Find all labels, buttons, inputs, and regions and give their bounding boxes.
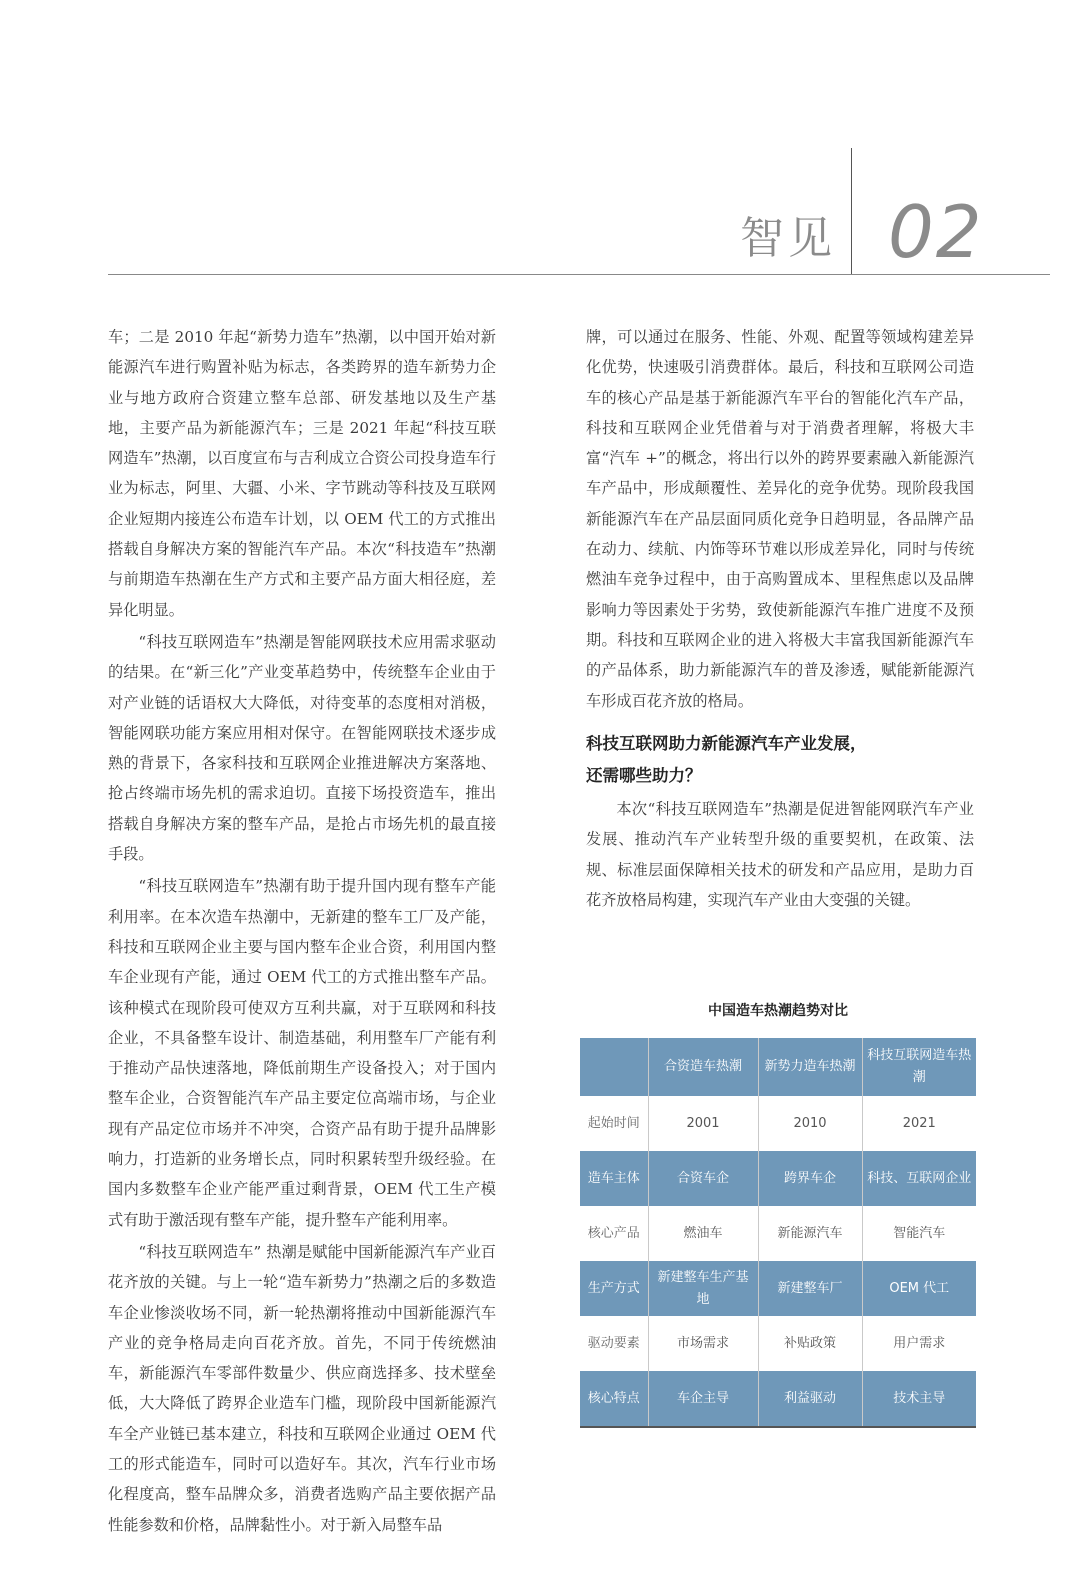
paragraph: “科技互联网造车”热潮有助于提升国内现有整车产能利用率。在本次造车热潮中，无新建的整车工厂及产能，科技和互联网企业主要与国内整车企业合资，利用国内整车企业现有产能，通过 OEM 代工的方式推出整车产品。该种模式在现阶段可使双方互利共赢，对于互联网和科技企业，不具备整车设计、制造基础，利用整车厂产能有利于推动产品快速落地，降低前期生产设备投入；对于国内整车企业，合资智能汽车产品主要定位高端市场，与企业现有产品定位市场并不冲突，合资产品有助于提升品牌影响力，打造新的业务增长点，同时积累转型升级经验。在国内多数整车企业产能严重过剩背景，OEM 代工生产模式有助于激活现有整车产能，提升整车产能利用率。 <box>108 877 496 1229</box>
paragraph: “科技互联网造车” 热潮是赋能中国新能源汽车产业百花齐放的关键。与上一轮“造车新势力”热潮之后的多数造车企业惨淡收场不同，新一轮热潮将推动中国新能源汽车产业的竞争格局走向百花齐放。首先，不同于传统燃油车，新能源汽车零部件数量少、供应商选择多、技术壁垒低，大大降低了跨界企业造车门槛，现阶段中国新能源汽车全产业链已基本建立，科技和互联网企业通过 OEM 代工的形式能造车，同时可以造好车。其次，汽车行业市场化程度高，整车品牌众多，消费者选购产品主要依据产品性能参数和价格，品牌黏性小。对于新入局整车品 <box>108 1242 496 1534</box>
section-heading <box>586 728 976 792</box>
right-column <box>586 322 974 716</box>
header-divider-vertical <box>851 148 852 274</box>
section-title: 智见 <box>740 213 836 264</box>
table-row <box>580 1371 976 1427</box>
paragraph: 牌，可以通过在服务、性能、外观、配置等领域构建差异化优势，快速吸引消费群体。最后，科技和互联网公司造车的核心产品是基于新能源汽车平台的智能化汽车产品，科技和互联网企业凭借着与对于消费者理解，将极大丰富“汽车 +”的概念，将出行以外的跨界要素融入新能源汽车产品中，形成颠覆性、差异化的竞争优势。现阶段我国新能源汽车在产品层面同质化竞争日趋明显，各品牌产品在动力、续航、内饰等环节难以形成差异化，同时与传统燃油车竞争过程中，由于高购置成本、里程焦虑以及品牌影响力等因素处于劣势，致使新能源汽车推广进度不及预期。科技和互联网企业的进入将极大丰富我国新能源汽车的产品体系，助力新能源汽车的普及渗透，赋能新能源汽车形成百花齐放的格局。 <box>586 328 974 710</box>
paragraph: 本次“科技互联网造车”热潮是促进智能网联汽车产业发展、推动汽车产业转型升级的重要契机，在政策、法规、标准层面保障相关技术的研发和产品应用，是助力百花齐放格局构建，实现汽车产业由大变强的关键。 <box>586 800 974 909</box>
row-label: 驱动要素 <box>580 1316 648 1371</box>
table-cell: 新建整车生产基地 <box>648 1261 758 1316</box>
table-header-cell: 科技互联网造车热潮 <box>862 1038 976 1096</box>
heading-line: 还需哪些助力？ <box>586 766 702 785</box>
row-label: 核心产品 <box>580 1206 648 1261</box>
row-label: 核心特点 <box>580 1371 648 1427</box>
table-cell: 补贴政策 <box>758 1316 862 1371</box>
table-row <box>580 1316 976 1371</box>
table-cell: 跨界车企 <box>758 1151 862 1206</box>
table-cell: 科技、互联网企业 <box>862 1151 976 1206</box>
table-cell: 智能汽车 <box>862 1206 976 1261</box>
table-title: 中国造车热潮趋势对比 <box>708 1003 848 1019</box>
table-header-cell: 合资造车热潮 <box>648 1038 758 1096</box>
heading-line: 科技互联网助力新能源汽车产业发展， <box>586 734 867 753</box>
table-header-row <box>580 1038 976 1096</box>
row-label: 造车主体 <box>580 1151 648 1206</box>
trend-comparison-table <box>580 1038 976 1428</box>
row-label: 起始时间 <box>580 1096 648 1151</box>
table-row <box>580 1261 976 1316</box>
table-cell: 利益驱动 <box>758 1371 862 1427</box>
table-cell: 合资车企 <box>648 1151 758 1206</box>
paragraph: “科技互联网造车”热潮是智能网联技术应用需求驱动的结果。在“新三化”产业变革趋势中，传统整车企业由于对产业链的话语权大大降低，对待变革的态度相对消极，智能网联功能方案应用相对保守。在智能网联技术逐步成熟的背景下，各家科技和互联网企业推进解决方案落地、抢占终端市场先机的需求迫切。直接下场投资造车，推出搭载自身解决方案的整车产品，是抢占市场先机的最直接手段。 <box>108 632 496 864</box>
row-label: 生产方式 <box>580 1261 648 1316</box>
table-cell: 车企主导 <box>648 1371 758 1427</box>
table-cell: 用户需求 <box>862 1316 976 1371</box>
table-cell: 2021 <box>862 1096 976 1151</box>
table-row <box>580 1096 976 1151</box>
table-row <box>580 1151 976 1206</box>
paragraph: 车；二是 2010 年起“新势力造车”热潮，以中国开始对新能源汽车进行购置补贴为标志，各类跨界的造车新势力企业与地方政府合资建立整车总部、研发基地以及生产基地，主要产品为新能源汽车；三是 2021 年起“科技互联网造车”热潮，以百度宣布与吉利成立合资公司投身造车行业为标志，阿里、大疆、小米、字节跳动等科技及互联网企业短期内接连公布造车计划，以 OEM 代工的方式推出搭载自身解决方案的智能汽车产品。本次“科技造车”热潮与前期造车热潮在生产方式和主要产品方面大相径庭，差异化明显。 <box>108 328 496 619</box>
table-cell: 市场需求 <box>648 1316 758 1371</box>
left-column <box>108 322 496 1540</box>
table-cell: 新能源汽车 <box>758 1206 862 1261</box>
header-divider-horizontal <box>108 274 1050 275</box>
table-header-cell <box>580 1038 648 1096</box>
section-number: 02 <box>888 190 984 274</box>
table-cell: 燃油车 <box>648 1206 758 1261</box>
table-cell: OEM 代工 <box>862 1261 976 1316</box>
table-cell: 技术主导 <box>862 1371 976 1427</box>
table-cell: 2001 <box>648 1096 758 1151</box>
right-column-lower <box>586 792 974 915</box>
table-cell: 2010 <box>758 1096 862 1151</box>
table-header-cell: 新势力造车热潮 <box>758 1038 862 1096</box>
table-cell: 新建整车厂 <box>758 1261 862 1316</box>
table-row <box>580 1206 976 1261</box>
